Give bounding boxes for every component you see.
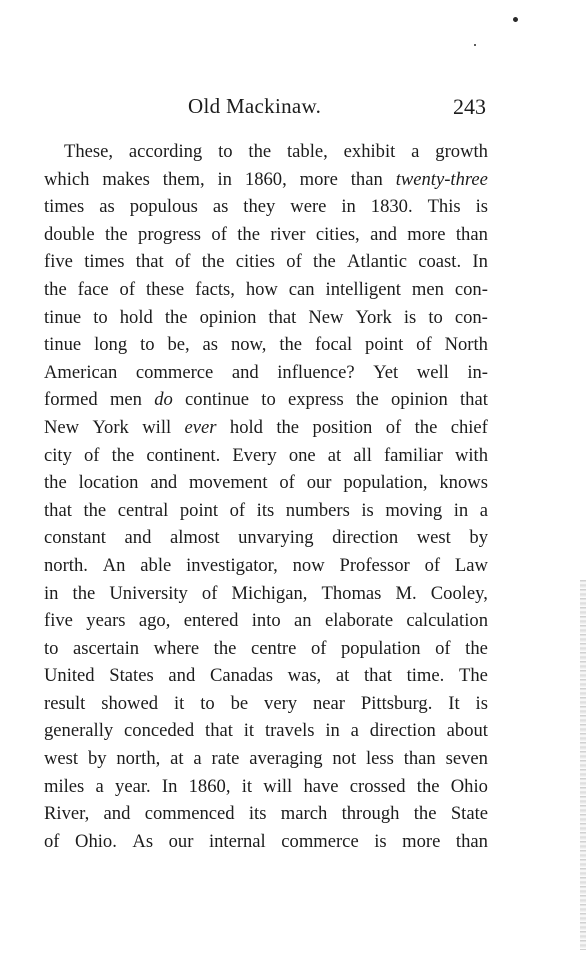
word: ascertain [73, 637, 140, 659]
word: showed [101, 692, 159, 714]
page-number: 243 [453, 94, 486, 119]
text-line [44, 166, 488, 194]
word: to [140, 334, 155, 356]
word: Cooley, [430, 582, 488, 604]
word: position [312, 416, 373, 438]
word: coast. [418, 251, 462, 273]
word: that [205, 720, 233, 742]
word: the [104, 223, 128, 245]
word: according [128, 141, 203, 162]
word: can [288, 278, 315, 300]
word: investigator, [186, 554, 278, 576]
word: moving [385, 499, 443, 521]
word: New [44, 416, 80, 438]
word: at [335, 665, 350, 687]
word: is [475, 692, 488, 714]
word: point [365, 334, 404, 356]
word: the [83, 499, 107, 521]
text-line [44, 248, 488, 276]
word: population [341, 637, 421, 659]
word: now [292, 554, 325, 576]
word: the [44, 278, 67, 300]
word: United [44, 665, 95, 687]
word: through [341, 803, 400, 825]
word: tinue [44, 306, 82, 328]
word: exhibit [343, 141, 396, 162]
word: and [150, 472, 178, 494]
word: that [460, 389, 488, 411]
word: our [168, 830, 194, 852]
word: able [140, 554, 172, 576]
word: by [469, 527, 488, 549]
word: will [142, 416, 172, 438]
word: how [245, 278, 278, 300]
word: in [341, 196, 356, 218]
word: to [261, 389, 276, 411]
word: opinion [199, 306, 257, 328]
word: is [361, 499, 374, 521]
word: cities [235, 251, 275, 273]
word: of [286, 251, 302, 273]
word: not [332, 748, 357, 770]
word: as [212, 196, 229, 218]
word: Yet [373, 361, 399, 383]
word: five [44, 251, 73, 273]
text-line [44, 414, 488, 442]
word: Professor [339, 554, 410, 576]
word: than [455, 830, 488, 852]
word: Pittsburg. [360, 692, 433, 714]
word: have [303, 775, 339, 797]
text-line [44, 717, 488, 745]
word: was, [287, 665, 322, 687]
word: a [193, 748, 202, 770]
word: a [479, 499, 488, 521]
word: This [427, 196, 461, 218]
word: as [99, 196, 115, 218]
word: direction [369, 720, 436, 742]
running-head [44, 94, 488, 122]
word: ever [184, 416, 217, 438]
word: the [465, 637, 488, 659]
page-edge-shadow [580, 580, 586, 950]
word: times [84, 251, 125, 273]
word: of [119, 278, 136, 300]
running-title: Old Mackinaw. [188, 94, 322, 118]
word: calculation [406, 610, 488, 632]
word: familiar [383, 444, 443, 466]
text-line [44, 497, 488, 525]
word: In [472, 251, 488, 273]
body-text [44, 138, 488, 855]
word: makes [102, 168, 150, 190]
word: central [117, 499, 169, 521]
word: times [44, 196, 85, 218]
word: where [153, 637, 200, 659]
word: more [407, 223, 446, 245]
word: cities, [315, 223, 360, 245]
word: and [168, 665, 196, 687]
word: men [411, 278, 444, 300]
word: of [416, 334, 432, 356]
word: It [448, 692, 460, 714]
text-line [44, 221, 488, 249]
text-line [44, 828, 488, 856]
word: of [385, 416, 402, 438]
word: near [312, 692, 345, 714]
word: internal [208, 830, 266, 852]
word: more [299, 168, 338, 190]
word: march [280, 803, 328, 825]
word: con- [454, 306, 488, 328]
word: An [102, 554, 126, 576]
word: to [218, 141, 233, 162]
word: Every [232, 444, 277, 466]
word: an [294, 610, 312, 632]
word: well [416, 361, 449, 383]
text-line [44, 607, 488, 635]
word: the [72, 582, 96, 604]
word: growth [435, 141, 488, 162]
word: commenced [144, 803, 235, 825]
word: in [44, 582, 59, 604]
word: it [241, 775, 253, 797]
word: These, [64, 141, 114, 162]
word: population, [343, 472, 428, 494]
word: progress [138, 223, 202, 245]
word: Michigan, [231, 582, 308, 604]
word: be [230, 692, 249, 714]
word: the [44, 472, 67, 494]
word: less [365, 748, 394, 770]
word: is [475, 196, 488, 218]
text-line [44, 552, 488, 580]
word: formed [44, 389, 98, 411]
word: tinue [44, 334, 82, 356]
word: miles [44, 775, 85, 797]
word: city [44, 444, 72, 466]
word: generally [44, 720, 114, 742]
word: a [411, 141, 420, 162]
word: the [279, 334, 303, 356]
word: commerce [281, 830, 359, 852]
text-line [44, 304, 488, 332]
word: con- [454, 278, 488, 300]
word: about [446, 720, 488, 742]
word: one [288, 444, 316, 466]
word: commerce [135, 361, 214, 383]
word: Ohio. [75, 830, 117, 852]
word: of [201, 582, 218, 604]
word: that [44, 499, 72, 521]
word: than [403, 748, 436, 770]
word: be, [167, 334, 190, 356]
word: that [135, 251, 164, 273]
word: to [200, 692, 215, 714]
word: the [248, 141, 272, 162]
word: long [94, 334, 128, 356]
ink-speck [474, 44, 476, 46]
word: the [237, 223, 260, 245]
word: men [109, 389, 142, 411]
word: point [179, 499, 219, 521]
word: will [263, 775, 293, 797]
word: the [276, 416, 300, 438]
word: these [145, 278, 185, 300]
word: unvarying [238, 527, 314, 549]
word: intelligent [325, 278, 401, 300]
word: all [353, 444, 372, 466]
text-line [44, 580, 488, 608]
word: travels [264, 720, 315, 742]
word: into [251, 610, 281, 632]
word: of [424, 554, 441, 576]
word: seven [445, 748, 488, 770]
word: north, [116, 748, 161, 770]
word: Atlantic [347, 251, 407, 273]
word: and [124, 527, 152, 549]
word: elaborate [324, 610, 394, 632]
word: river [270, 223, 306, 245]
word: The [458, 665, 488, 687]
word: crossed [349, 775, 406, 797]
word: States [109, 665, 154, 687]
text-line [44, 193, 488, 221]
text-line [44, 469, 488, 497]
word: its [256, 499, 275, 521]
word: ago, [138, 610, 171, 632]
word: five [44, 610, 73, 632]
word: University [109, 582, 188, 604]
word: 1860, [188, 775, 231, 797]
word: west [44, 748, 79, 770]
word: do [154, 389, 173, 411]
word: of [174, 251, 191, 273]
word: and [370, 223, 397, 245]
word: the [201, 251, 225, 273]
word: of [279, 472, 295, 494]
word: averaging [249, 748, 323, 770]
word: the [355, 389, 379, 411]
word: that [268, 306, 297, 328]
text-line [44, 276, 488, 304]
text-line [44, 635, 488, 663]
word: York [92, 416, 129, 438]
word: North [444, 334, 488, 356]
word: in [453, 499, 469, 521]
word: it [173, 692, 185, 714]
text-line [44, 331, 488, 359]
word: of [211, 223, 227, 245]
word: In [161, 775, 178, 797]
word: the [416, 775, 440, 797]
word: the [313, 251, 336, 273]
text-line [44, 359, 488, 387]
word: the [413, 803, 437, 825]
word: numbers [285, 499, 350, 521]
word: a [95, 775, 104, 797]
word: hold [229, 416, 263, 438]
word: at [170, 748, 184, 770]
word: chief [450, 416, 488, 438]
text-line [44, 524, 488, 552]
word: very [264, 692, 298, 714]
word: to [428, 306, 443, 328]
word: and [103, 803, 131, 825]
word: movement [189, 472, 268, 494]
word: years [86, 610, 126, 632]
text-line [44, 386, 488, 414]
word: focal [314, 334, 353, 356]
word: in [325, 720, 340, 742]
word: now, [230, 334, 267, 356]
word: time. [406, 665, 445, 687]
word: than [455, 223, 488, 245]
word: of [310, 637, 327, 659]
word: is [403, 306, 417, 328]
word: facts, [195, 278, 235, 300]
word: Ohio [450, 775, 488, 797]
word: that [364, 665, 392, 687]
word: populous [129, 196, 198, 218]
word: more [402, 830, 441, 852]
word: conceded [124, 720, 195, 742]
word: were [290, 196, 327, 218]
word: M. [395, 582, 417, 604]
text-line [44, 745, 488, 773]
word: to [44, 637, 59, 659]
text-line [44, 442, 488, 470]
word: by [87, 748, 107, 770]
word: our [306, 472, 332, 494]
word: influence? [277, 361, 355, 383]
word: of [44, 830, 60, 852]
word: constant [44, 527, 106, 549]
word: of [435, 637, 451, 659]
word: knows [439, 472, 488, 494]
word: New [308, 306, 344, 328]
word: American [44, 361, 118, 383]
word: they [243, 196, 276, 218]
word: River, [44, 803, 90, 825]
word: table, [286, 141, 328, 162]
word: State [450, 803, 488, 825]
word: Law [454, 554, 488, 576]
word: of [83, 444, 100, 466]
word: north. [44, 554, 88, 576]
word: entered [183, 610, 239, 632]
word: its [248, 803, 267, 825]
word: face [77, 278, 109, 300]
word: the [164, 306, 188, 328]
word: almost [169, 527, 220, 549]
word: opinion [390, 389, 448, 411]
word: rate [211, 748, 240, 770]
word: at [327, 444, 342, 466]
word: York [355, 306, 392, 328]
word: of [229, 499, 246, 521]
word: result [44, 692, 86, 714]
word: the [414, 416, 438, 438]
word: 1830. [370, 196, 413, 218]
text-line [44, 800, 488, 828]
word: which [44, 168, 90, 190]
word: is [374, 830, 387, 852]
word: the [213, 637, 237, 659]
word: twenty-three [395, 168, 488, 190]
word: Canadas [209, 665, 273, 687]
word: the [111, 444, 135, 466]
word: 1860, [244, 168, 287, 190]
word: centre [250, 637, 297, 659]
word: west [416, 527, 451, 549]
word: to [93, 306, 108, 328]
word: As [132, 830, 154, 852]
word: a [350, 720, 359, 742]
word: continent. [146, 444, 221, 466]
text-line [44, 138, 488, 166]
word: than [350, 168, 383, 190]
word: as [202, 334, 219, 356]
word: location [78, 472, 139, 494]
text-line [44, 773, 488, 801]
word: year. [115, 775, 151, 797]
text-line [44, 690, 488, 718]
word: continue [185, 389, 250, 411]
word: it [243, 720, 255, 742]
word: Thomas [321, 582, 382, 604]
word: with [454, 444, 488, 466]
word: double [44, 223, 95, 245]
word: in [217, 168, 232, 190]
word: hold [119, 306, 153, 328]
word: in- [467, 361, 488, 383]
word: express [287, 389, 344, 411]
ink-speck [512, 16, 519, 23]
word: them, [162, 168, 205, 190]
word: and [231, 361, 259, 383]
text-line [44, 662, 488, 690]
word: direction [332, 527, 399, 549]
